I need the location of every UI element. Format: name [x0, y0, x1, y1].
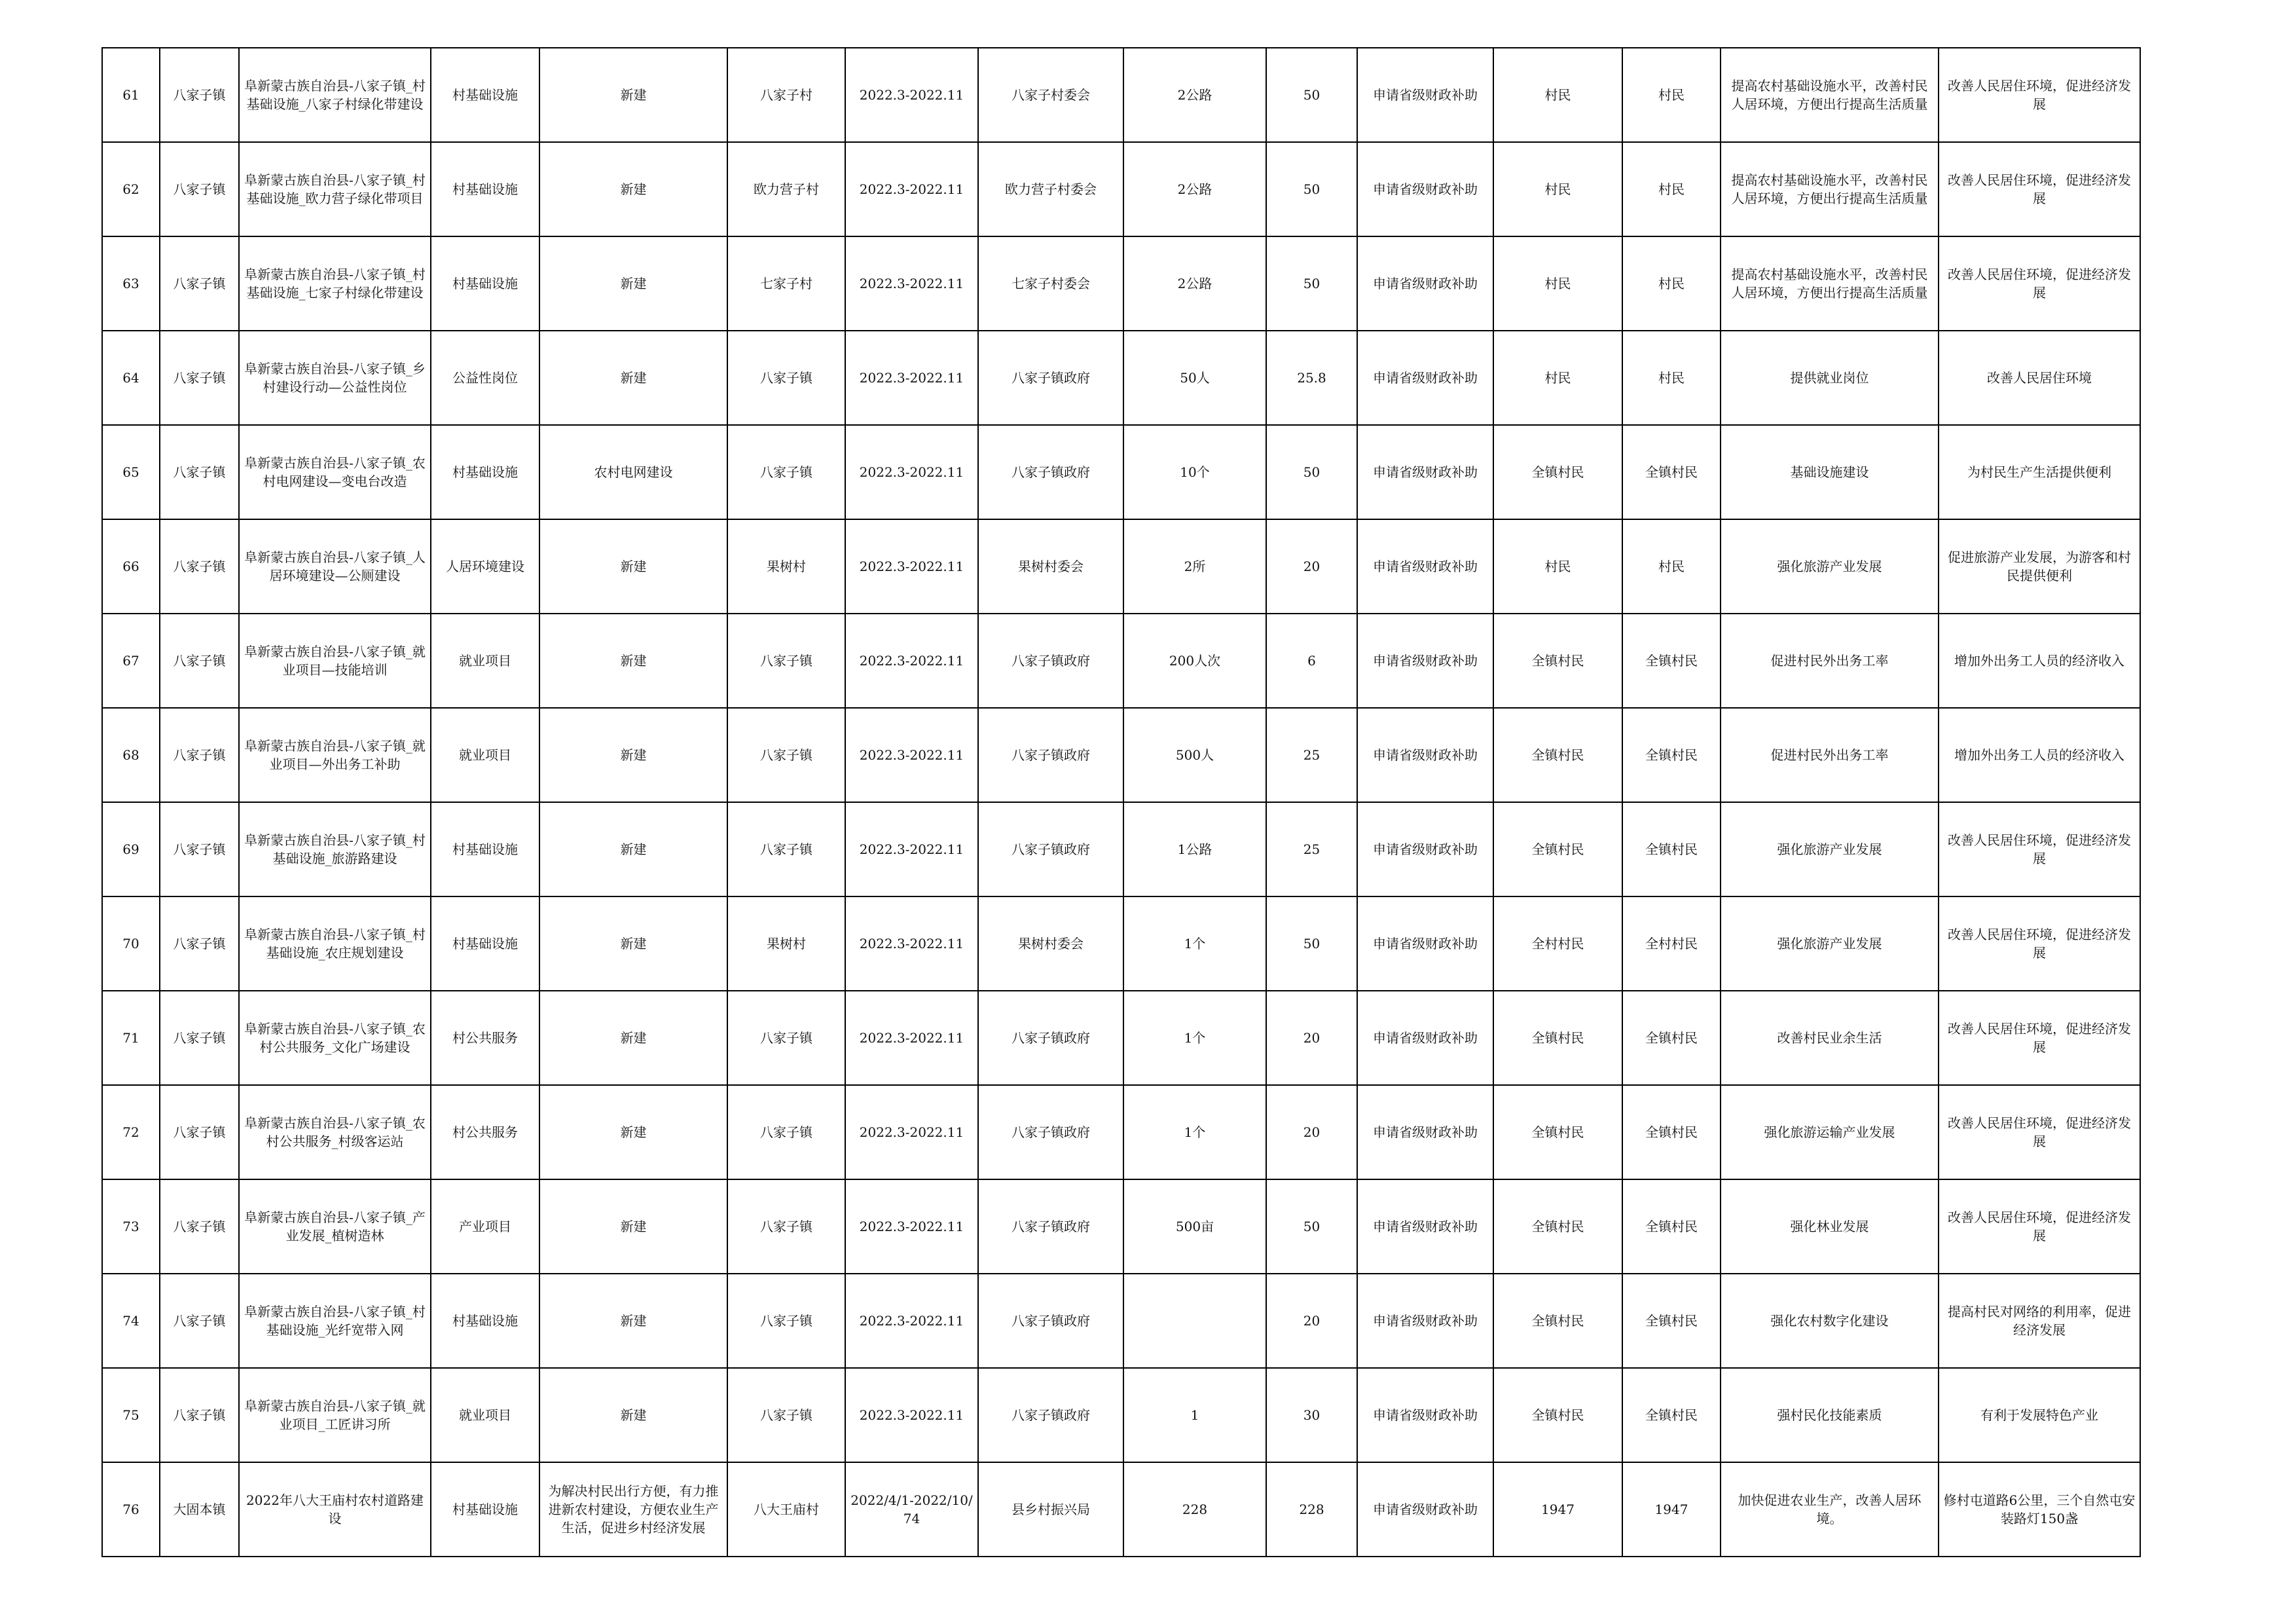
- project-type-cell: 村基础设施: [431, 425, 539, 519]
- beneficiaries-cell: 全镇村民: [1493, 1179, 1622, 1274]
- beneficiary-count-cell: 全镇村民: [1622, 991, 1721, 1085]
- implementing-unit-cell: 果树村委会: [978, 519, 1123, 614]
- beneficiaries-cell: 1947: [1493, 1462, 1622, 1557]
- funds-cell: 20: [1266, 1085, 1357, 1179]
- project-name-cell: 阜新蒙古族自治县-八家子镇_产业发展_植树造林: [239, 1179, 431, 1274]
- row-number-cell: 65: [102, 425, 160, 519]
- project-name-cell: 阜新蒙古族自治县-八家子镇_村基础设施_八家子村绿化带建设: [239, 48, 431, 142]
- town-cell: 八家子镇: [160, 1368, 239, 1462]
- town-cell: 八家子镇: [160, 236, 239, 331]
- project-type-cell: 就业项目: [431, 1368, 539, 1462]
- location-cell: 八家子镇: [727, 425, 845, 519]
- project-type-cell: 村基础设施: [431, 1274, 539, 1368]
- performance-goal-cell: 提高农村基础设施水平，改善村民人居环境，方便出行提高生活质量: [1721, 236, 1939, 331]
- row-number-cell: 61: [102, 48, 160, 142]
- fund-source-cell: 申请省级财政补助: [1357, 1462, 1493, 1557]
- benefit-mechanism-cell: 改善人民居住环境，促进经济发展: [1939, 991, 2140, 1085]
- beneficiaries-cell: 全村村民: [1493, 896, 1622, 991]
- construction-nature-cell: 新建: [539, 236, 727, 331]
- town-cell: 大固本镇: [160, 1462, 239, 1557]
- fund-source-cell: 申请省级财政补助: [1357, 519, 1493, 614]
- performance-goal-cell: 提供就业岗位: [1721, 331, 1939, 425]
- period-cell: 2022.3-2022.11: [845, 331, 978, 425]
- town-cell: 八家子镇: [160, 48, 239, 142]
- beneficiaries-cell: 全镇村民: [1493, 1368, 1622, 1462]
- town-cell: 八家子镇: [160, 1085, 239, 1179]
- project-name-cell: 阜新蒙古族自治县-八家子镇_农村公共服务_村级客运站: [239, 1085, 431, 1179]
- performance-goal-cell: 强村民化技能素质: [1721, 1368, 1939, 1462]
- implementing-unit-cell: 八家子镇政府: [978, 802, 1123, 896]
- project-name-cell: 阜新蒙古族自治县-八家子镇_村基础设施_农庄规划建设: [239, 896, 431, 991]
- table-row: [102, 1085, 2140, 1179]
- scale-cell: 1公路: [1123, 802, 1266, 896]
- beneficiary-count-cell: 村民: [1622, 519, 1721, 614]
- town-cell: 八家子镇: [160, 1274, 239, 1368]
- table-row: [102, 802, 2140, 896]
- table-row: [102, 519, 2140, 614]
- project-name-cell: 阜新蒙古族自治县-八家子镇_村基础设施_欧力营子绿化带项目: [239, 142, 431, 236]
- scale-cell: 10个: [1123, 425, 1266, 519]
- benefit-mechanism-cell: 改善人民居住环境，促进经济发展: [1939, 142, 2140, 236]
- beneficiaries-cell: 村民: [1493, 142, 1622, 236]
- fund-source-cell: 申请省级财政补助: [1357, 48, 1493, 142]
- row-number-cell: 76: [102, 1462, 160, 1557]
- funds-cell: 50: [1266, 425, 1357, 519]
- period-cell: 2022.3-2022.11: [845, 236, 978, 331]
- beneficiary-count-cell: 全镇村民: [1622, 1179, 1721, 1274]
- construction-nature-cell: 新建: [539, 142, 727, 236]
- implementing-unit-cell: 八家子镇政府: [978, 1179, 1123, 1274]
- implementing-unit-cell: 八家子镇政府: [978, 614, 1123, 708]
- benefit-mechanism-cell: 促进旅游产业发展，为游客和村民提供便利: [1939, 519, 2140, 614]
- row-number-cell: 67: [102, 614, 160, 708]
- project-type-cell: 产业项目: [431, 1179, 539, 1274]
- fund-source-cell: 申请省级财政补助: [1357, 236, 1493, 331]
- scale-cell: 2所: [1123, 519, 1266, 614]
- project-type-cell: 就业项目: [431, 708, 539, 802]
- table-row: [102, 896, 2140, 991]
- performance-goal-cell: 改善村民业余生活: [1721, 991, 1939, 1085]
- beneficiary-count-cell: 全镇村民: [1622, 1274, 1721, 1368]
- project-name-cell: 阜新蒙古族自治县-八家子镇_农村公共服务_文化广场建设: [239, 991, 431, 1085]
- row-number-cell: 62: [102, 142, 160, 236]
- period-cell: 2022.3-2022.11: [845, 802, 978, 896]
- construction-nature-cell: 新建: [539, 896, 727, 991]
- location-cell: 八家子镇: [727, 1085, 845, 1179]
- row-number-cell: 74: [102, 1274, 160, 1368]
- location-cell: 八家子镇: [727, 708, 845, 802]
- town-cell: 八家子镇: [160, 142, 239, 236]
- row-number-cell: 69: [102, 802, 160, 896]
- row-number-cell: 73: [102, 1179, 160, 1274]
- construction-nature-cell: 新建: [539, 614, 727, 708]
- fund-source-cell: 申请省级财政补助: [1357, 1274, 1493, 1368]
- period-cell: 2022.3-2022.11: [845, 1085, 978, 1179]
- location-cell: 八家子镇: [727, 1179, 845, 1274]
- beneficiary-count-cell: 村民: [1622, 331, 1721, 425]
- funds-cell: 6: [1266, 614, 1357, 708]
- town-cell: 八家子镇: [160, 519, 239, 614]
- location-cell: 八家子村: [727, 48, 845, 142]
- project-name-cell: 阜新蒙古族自治县-八家子镇_村基础设施_光纤宽带入网: [239, 1274, 431, 1368]
- scale-cell: 200人次: [1123, 614, 1266, 708]
- beneficiary-count-cell: 村民: [1622, 142, 1721, 236]
- implementing-unit-cell: 果树村委会: [978, 896, 1123, 991]
- performance-goal-cell: 加快促进农业生产，改善人居环境。: [1721, 1462, 1939, 1557]
- project-name-cell: 阜新蒙古族自治县-八家子镇_人居环境建设—公厕建设: [239, 519, 431, 614]
- project-type-cell: 村基础设施: [431, 236, 539, 331]
- implementing-unit-cell: 八家子镇政府: [978, 1368, 1123, 1462]
- benefit-mechanism-cell: 改善人民居住环境，促进经济发展: [1939, 48, 2140, 142]
- construction-nature-cell: 为解决村民出行方便，有力推进新农村建设，方便农业生产生活，促进乡村经济发展: [539, 1462, 727, 1557]
- location-cell: 八大王庙村: [727, 1462, 845, 1557]
- implementing-unit-cell: 七家子村委会: [978, 236, 1123, 331]
- benefit-mechanism-cell: 为村民生产生活提供便利: [1939, 425, 2140, 519]
- period-cell: 2022/4/1-2022/10/74: [845, 1462, 978, 1557]
- benefit-mechanism-cell: 改善人民居住环境，促进经济发展: [1939, 896, 2140, 991]
- scale-cell: 2公路: [1123, 142, 1266, 236]
- row-number-cell: 66: [102, 519, 160, 614]
- table-row: [102, 1274, 2140, 1368]
- location-cell: 果树村: [727, 519, 845, 614]
- funds-cell: 20: [1266, 519, 1357, 614]
- performance-goal-cell: 促进村民外出务工率: [1721, 614, 1939, 708]
- beneficiaries-cell: 全镇村民: [1493, 708, 1622, 802]
- construction-nature-cell: 新建: [539, 1368, 727, 1462]
- location-cell: 果树村: [727, 896, 845, 991]
- beneficiaries-cell: 全镇村民: [1493, 614, 1622, 708]
- scale-cell: 1: [1123, 1368, 1266, 1462]
- period-cell: 2022.3-2022.11: [845, 1368, 978, 1462]
- construction-nature-cell: 新建: [539, 519, 727, 614]
- period-cell: 2022.3-2022.11: [845, 1179, 978, 1274]
- period-cell: 2022.3-2022.11: [845, 1274, 978, 1368]
- scale-cell: 50人: [1123, 331, 1266, 425]
- implementing-unit-cell: 八家子镇政府: [978, 708, 1123, 802]
- scale-cell: 228: [1123, 1462, 1266, 1557]
- construction-nature-cell: 新建: [539, 1274, 727, 1368]
- project-name-cell: 阜新蒙古族自治县-八家子镇_就业项目_工匠讲习所: [239, 1368, 431, 1462]
- row-number-cell: 64: [102, 331, 160, 425]
- project-type-cell: 村基础设施: [431, 142, 539, 236]
- benefit-mechanism-cell: 提高村民对网络的利用率，促进经济发展: [1939, 1274, 2140, 1368]
- project-type-cell: 村公共服务: [431, 1085, 539, 1179]
- construction-nature-cell: 新建: [539, 802, 727, 896]
- project-type-cell: 村基础设施: [431, 896, 539, 991]
- row-number-cell: 70: [102, 896, 160, 991]
- funds-cell: 20: [1266, 991, 1357, 1085]
- project-name-cell: 阜新蒙古族自治县-八家子镇_就业项目—外出务工补助: [239, 708, 431, 802]
- scale-cell: 500人: [1123, 708, 1266, 802]
- row-number-cell: 63: [102, 236, 160, 331]
- fund-source-cell: 申请省级财政补助: [1357, 896, 1493, 991]
- period-cell: 2022.3-2022.11: [845, 519, 978, 614]
- benefit-mechanism-cell: 改善人民居住环境，促进经济发展: [1939, 236, 2140, 331]
- construction-nature-cell: 新建: [539, 708, 727, 802]
- table-row: [102, 331, 2140, 425]
- project-type-cell: 村基础设施: [431, 48, 539, 142]
- town-cell: 八家子镇: [160, 991, 239, 1085]
- table-row: [102, 236, 2140, 331]
- project-type-cell: 就业项目: [431, 614, 539, 708]
- performance-goal-cell: 强化旅游产业发展: [1721, 802, 1939, 896]
- town-cell: 八家子镇: [160, 802, 239, 896]
- benefit-mechanism-cell: 改善人民居住环境，促进经济发展: [1939, 1179, 2140, 1274]
- construction-nature-cell: 农村电网建设: [539, 425, 727, 519]
- period-cell: 2022.3-2022.11: [845, 142, 978, 236]
- scale-cell: 1个: [1123, 1085, 1266, 1179]
- construction-nature-cell: 新建: [539, 1179, 727, 1274]
- fund-source-cell: 申请省级财政补助: [1357, 331, 1493, 425]
- beneficiary-count-cell: 全镇村民: [1622, 708, 1721, 802]
- scale-cell: [1123, 1274, 1266, 1368]
- period-cell: 2022.3-2022.11: [845, 614, 978, 708]
- implementing-unit-cell: 八家子镇政府: [978, 425, 1123, 519]
- benefit-mechanism-cell: 改善人民居住环境，促进经济发展: [1939, 802, 2140, 896]
- project-name-cell: 2022年八大王庙村农村道路建设: [239, 1462, 431, 1557]
- project-type-cell: 村公共服务: [431, 991, 539, 1085]
- beneficiaries-cell: 村民: [1493, 236, 1622, 331]
- performance-goal-cell: 强化农村数字化建设: [1721, 1274, 1939, 1368]
- fund-source-cell: 申请省级财政补助: [1357, 1179, 1493, 1274]
- benefit-mechanism-cell: 有利于发展特色产业: [1939, 1368, 2140, 1462]
- location-cell: 八家子镇: [727, 331, 845, 425]
- table-row: [102, 991, 2140, 1085]
- implementing-unit-cell: 八家子镇政府: [978, 1274, 1123, 1368]
- scale-cell: 2公路: [1123, 48, 1266, 142]
- row-number-cell: 68: [102, 708, 160, 802]
- location-cell: 欧力营子村: [727, 142, 845, 236]
- table-row: [102, 48, 2140, 142]
- funds-cell: 50: [1266, 48, 1357, 142]
- beneficiaries-cell: 全镇村民: [1493, 802, 1622, 896]
- funds-cell: 25.8: [1266, 331, 1357, 425]
- project-name-cell: 阜新蒙古族自治县-八家子镇_农村电网建设—变电台改造: [239, 425, 431, 519]
- benefit-mechanism-cell: 增加外出务工人员的经济收入: [1939, 708, 2140, 802]
- scale-cell: 1个: [1123, 896, 1266, 991]
- period-cell: 2022.3-2022.11: [845, 48, 978, 142]
- beneficiary-count-cell: 村民: [1622, 236, 1721, 331]
- performance-goal-cell: 强化旅游产业发展: [1721, 519, 1939, 614]
- beneficiary-count-cell: 村民: [1622, 48, 1721, 142]
- funds-cell: 25: [1266, 708, 1357, 802]
- implementing-unit-cell: 欧力营子村委会: [978, 142, 1123, 236]
- table-row: [102, 1368, 2140, 1462]
- project-type-cell: 村基础设施: [431, 1462, 539, 1557]
- beneficiaries-cell: 全镇村民: [1493, 1085, 1622, 1179]
- location-cell: 八家子镇: [727, 802, 845, 896]
- beneficiary-count-cell: 全村村民: [1622, 896, 1721, 991]
- period-cell: 2022.3-2022.11: [845, 896, 978, 991]
- table-row: [102, 1179, 2140, 1274]
- project-name-cell: 阜新蒙古族自治县-八家子镇_村基础设施_七家子村绿化带建设: [239, 236, 431, 331]
- beneficiary-count-cell: 全镇村民: [1622, 1085, 1721, 1179]
- scale-cell: 1个: [1123, 991, 1266, 1085]
- beneficiaries-cell: 全镇村民: [1493, 1274, 1622, 1368]
- project-name-cell: 阜新蒙古族自治县-八家子镇_乡村建设行动—公益性岗位: [239, 331, 431, 425]
- project-type-cell: 人居环境建设: [431, 519, 539, 614]
- benefit-mechanism-cell: 改善人民居住环境: [1939, 331, 2140, 425]
- beneficiaries-cell: 全镇村民: [1493, 425, 1622, 519]
- period-cell: 2022.3-2022.11: [845, 425, 978, 519]
- performance-goal-cell: 提高农村基础设施水平，改善村民人居环境，方便出行提高生活质量: [1721, 48, 1939, 142]
- construction-nature-cell: 新建: [539, 1085, 727, 1179]
- funds-cell: 50: [1266, 142, 1357, 236]
- implementing-unit-cell: 八家子镇政府: [978, 1085, 1123, 1179]
- funds-cell: 30: [1266, 1368, 1357, 1462]
- performance-goal-cell: 强化旅游产业发展: [1721, 896, 1939, 991]
- fund-source-cell: 申请省级财政补助: [1357, 708, 1493, 802]
- table-row: [102, 142, 2140, 236]
- town-cell: 八家子镇: [160, 896, 239, 991]
- fund-source-cell: 申请省级财政补助: [1357, 142, 1493, 236]
- implementing-unit-cell: 县乡村振兴局: [978, 1462, 1123, 1557]
- funds-cell: 20: [1266, 1274, 1357, 1368]
- town-cell: 八家子镇: [160, 331, 239, 425]
- funds-cell: 25: [1266, 802, 1357, 896]
- fund-source-cell: 申请省级财政补助: [1357, 991, 1493, 1085]
- location-cell: 八家子镇: [727, 1274, 845, 1368]
- performance-goal-cell: 基础设施建设: [1721, 425, 1939, 519]
- table-row: [102, 425, 2140, 519]
- period-cell: 2022.3-2022.11: [845, 708, 978, 802]
- scale-cell: 2公路: [1123, 236, 1266, 331]
- fund-source-cell: 申请省级财政补助: [1357, 614, 1493, 708]
- beneficiary-count-cell: 全镇村民: [1622, 425, 1721, 519]
- benefit-mechanism-cell: 增加外出务工人员的经济收入: [1939, 614, 2140, 708]
- funds-cell: 50: [1266, 1179, 1357, 1274]
- town-cell: 八家子镇: [160, 1179, 239, 1274]
- construction-nature-cell: 新建: [539, 991, 727, 1085]
- row-number-cell: 72: [102, 1085, 160, 1179]
- performance-goal-cell: 促进村民外出务工率: [1721, 708, 1939, 802]
- location-cell: 八家子镇: [727, 991, 845, 1085]
- location-cell: 七家子村: [727, 236, 845, 331]
- town-cell: 八家子镇: [160, 708, 239, 802]
- period-cell: 2022.3-2022.11: [845, 991, 978, 1085]
- project-type-cell: 公益性岗位: [431, 331, 539, 425]
- town-cell: 八家子镇: [160, 614, 239, 708]
- table-row: [102, 1462, 2140, 1557]
- beneficiaries-cell: 全镇村民: [1493, 991, 1622, 1085]
- location-cell: 八家子镇: [727, 1368, 845, 1462]
- project-table: [101, 47, 2141, 1557]
- performance-goal-cell: 强化旅游运输产业发展: [1721, 1085, 1939, 1179]
- implementing-unit-cell: 八家子村委会: [978, 48, 1123, 142]
- beneficiaries-cell: 村民: [1493, 48, 1622, 142]
- funds-cell: 50: [1266, 896, 1357, 991]
- location-cell: 八家子镇: [727, 614, 845, 708]
- construction-nature-cell: 新建: [539, 48, 727, 142]
- benefit-mechanism-cell: 修村屯道路6公里，三个自然屯安装路灯150盏: [1939, 1462, 2140, 1557]
- funds-cell: 228: [1266, 1462, 1357, 1557]
- beneficiary-count-cell: 全镇村民: [1622, 614, 1721, 708]
- implementing-unit-cell: 八家子镇政府: [978, 331, 1123, 425]
- scale-cell: 500亩: [1123, 1179, 1266, 1274]
- beneficiary-count-cell: 全镇村民: [1622, 802, 1721, 896]
- row-number-cell: 75: [102, 1368, 160, 1462]
- fund-source-cell: 申请省级财政补助: [1357, 802, 1493, 896]
- performance-goal-cell: 强化林业发展: [1721, 1179, 1939, 1274]
- funds-cell: 50: [1266, 236, 1357, 331]
- table-row: [102, 708, 2140, 802]
- fund-source-cell: 申请省级财政补助: [1357, 1368, 1493, 1462]
- fund-source-cell: 申请省级财政补助: [1357, 1085, 1493, 1179]
- row-number-cell: 71: [102, 991, 160, 1085]
- table-row: [102, 614, 2140, 708]
- beneficiaries-cell: 村民: [1493, 331, 1622, 425]
- project-name-cell: 阜新蒙古族自治县-八家子镇_就业项目—技能培训: [239, 614, 431, 708]
- beneficiaries-cell: 村民: [1493, 519, 1622, 614]
- fund-source-cell: 申请省级财政补助: [1357, 425, 1493, 519]
- project-name-cell: 阜新蒙古族自治县-八家子镇_村基础设施_旅游路建设: [239, 802, 431, 896]
- beneficiary-count-cell: 全镇村民: [1622, 1368, 1721, 1462]
- beneficiary-count-cell: 1947: [1622, 1462, 1721, 1557]
- construction-nature-cell: 新建: [539, 331, 727, 425]
- implementing-unit-cell: 八家子镇政府: [978, 991, 1123, 1085]
- project-type-cell: 村基础设施: [431, 802, 539, 896]
- performance-goal-cell: 提高农村基础设施水平，改善村民人居环境，方便出行提高生活质量: [1721, 142, 1939, 236]
- benefit-mechanism-cell: 改善人民居住环境，促进经济发展: [1939, 1085, 2140, 1179]
- town-cell: 八家子镇: [160, 425, 239, 519]
